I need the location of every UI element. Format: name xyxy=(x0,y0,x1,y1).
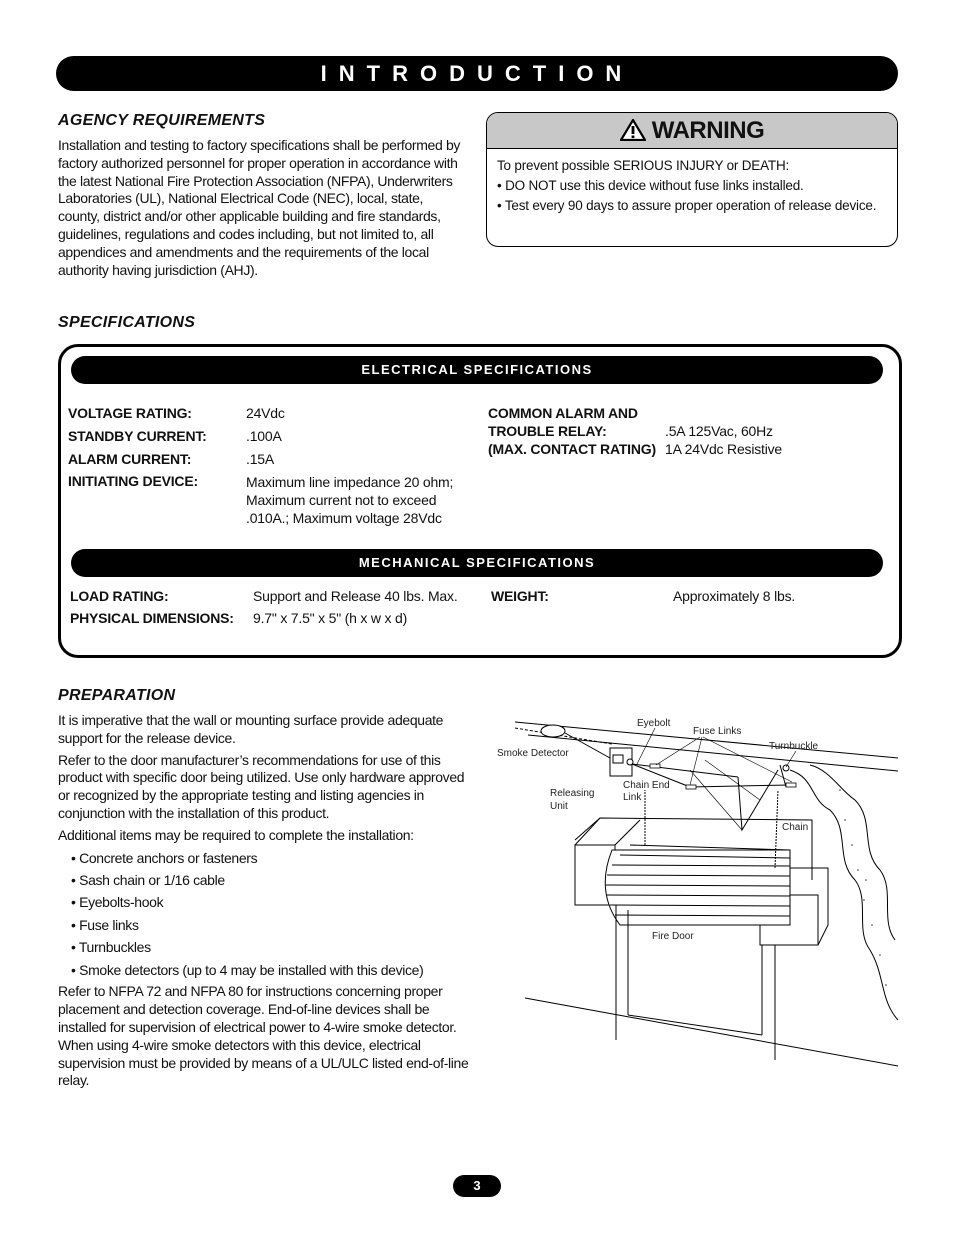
turnbuckle-label: Turnbuckle xyxy=(769,741,819,752)
preparation-para: Refer to NFPA 72 and NFPA 80 for instructions concerning proper placement and detection coverage. End-of-line devices shall be installed for supervision of electrical power to 4-wire smoke detector. When using 4-wire smoke detectors with this device, electrical supervision must be provided by means of a UL/ULC listed end-of-line relay. xyxy=(58,983,469,1089)
agency-text: Installation and testing to factory specifications shall be performed by factory authorized personnel for proper operation in accordance with the latest National Fire Protection Association (NFPA), Underwriters Laboratories (UL), National Electrical Code (NEC), local, state, county, district and/or other applicable building and fire standards, guidelines, regulations and codes including, but not limited to, all appendices and amendments and the requirements of the local authority having jurisdiction (AHJ). xyxy=(58,137,461,278)
preparation-list xyxy=(58,850,473,980)
list-item: • Smoke detectors (up to 4 may be installed with this device) xyxy=(71,961,424,978)
fire-door-diagram xyxy=(490,708,900,1070)
voltage-label: VOLTAGE RATING: xyxy=(68,405,192,421)
standby-value: .100A xyxy=(246,428,282,444)
warning-item: • DO NOT use this device without fuse links installed. xyxy=(497,178,804,193)
preparation-para: Refer to the door manufacturer’s recommendations for use of this product with specific door being utilized. Use only hardware approved or recognized by the appropriate testing and listing agencies in conjunction with the installation of this product. xyxy=(58,751,465,821)
preparation-para: Additional items may be required to complete the installation: xyxy=(58,826,414,843)
warning-item: • Test every 90 days to assure proper operation of release device. xyxy=(497,198,877,213)
relay-label: (MAX. CONTACT RATING) xyxy=(488,441,656,457)
initiating-line: .010A.; Maximum voltage 28Vdc xyxy=(246,510,442,526)
chain-end-link-label: Link xyxy=(623,792,642,803)
initiating-value xyxy=(246,473,453,527)
eyebolt-label: Eyebolt xyxy=(637,718,671,729)
weight-value: Approximately 8 lbs. xyxy=(673,588,796,604)
eyebolt-shape xyxy=(783,765,789,771)
smoke-detector-shape xyxy=(541,725,565,737)
releasing-unit-label: Releasing xyxy=(550,788,595,799)
list-item: • Concrete anchors or fasteners xyxy=(71,849,258,866)
alarm-label: ALARM CURRENT: xyxy=(68,451,192,467)
preparation-para: It is imperative that the wall or mounting surface provide adequate support for the release device. xyxy=(58,712,444,746)
initiating-line: Maximum line impedance 20 ohm; xyxy=(246,474,454,490)
eyebolt-shape xyxy=(627,759,633,765)
warning-body xyxy=(487,149,897,214)
relay-label: COMMON ALARM AND xyxy=(488,405,638,421)
chain-end-link-label: Chain End xyxy=(623,780,670,791)
standby-label: STANDBY CURRENT: xyxy=(68,428,207,444)
chain-label: Chain xyxy=(782,822,809,833)
preparation-heading: PREPARATION xyxy=(58,687,176,704)
load-label: LOAD RATING: xyxy=(70,588,169,604)
initiating-line: Maximum current not to exceed xyxy=(246,492,437,508)
mechanical-spec-bar: MECHANICAL SPECIFICATIONS xyxy=(71,549,883,577)
relay-value: .5A 125Vac, 60Hz xyxy=(665,423,773,439)
agency-heading: AGENCY REQUIREMENTS xyxy=(58,112,266,129)
relay-label: TROUBLE RELAY: xyxy=(488,423,607,439)
weight-label: WEIGHT: xyxy=(491,588,549,604)
fuse-links-label: Fuse Links xyxy=(693,726,742,737)
list-item: • Sash chain or 1/16 cable xyxy=(71,871,225,888)
electrical-spec-bar: ELECTRICAL SPECIFICATIONS xyxy=(71,356,883,384)
fuse-link-shape xyxy=(650,764,660,768)
warning-title: WARNING xyxy=(651,117,765,144)
dims-value: 9.7" x 7.5" x 5" (h x w x d) xyxy=(253,610,408,626)
page-title-bar xyxy=(56,56,898,91)
load-value: Support and Release 40 lbs. Max. xyxy=(253,588,458,604)
warning-triangle-icon xyxy=(620,119,646,141)
list-item: • Turnbuckles xyxy=(71,939,151,956)
page-number: 3 xyxy=(453,1175,501,1197)
voltage-value: 24Vdc xyxy=(246,405,285,421)
dims-label: PHYSICAL DIMENSIONS: xyxy=(70,610,234,626)
list-item: • Eyebolts-hook xyxy=(71,894,164,911)
fuse-link-shape xyxy=(686,785,696,789)
warning-intro: To prevent possible SERIOUS INJURY or DEATH: xyxy=(497,158,790,173)
initiating-label: INITIATING DEVICE: xyxy=(68,473,198,489)
page-title: INTRODUCTION xyxy=(320,61,634,86)
releasing-unit-label: Unit xyxy=(550,801,568,812)
fuse-link-shape xyxy=(786,783,796,787)
fire-door-label: Fire Door xyxy=(652,931,694,942)
relay-value: 1A 24Vdc Resistive xyxy=(665,441,783,457)
specifications-heading: SPECIFICATIONS xyxy=(58,314,196,331)
preparation-text xyxy=(58,712,473,1090)
list-item: • Fuse links xyxy=(71,916,139,933)
specifications-box xyxy=(58,344,902,658)
alarm-value: .15A xyxy=(246,451,274,467)
smoke-detector-label: Smoke Detector xyxy=(497,748,569,759)
warning-header xyxy=(487,113,897,149)
warning-box xyxy=(486,112,898,247)
